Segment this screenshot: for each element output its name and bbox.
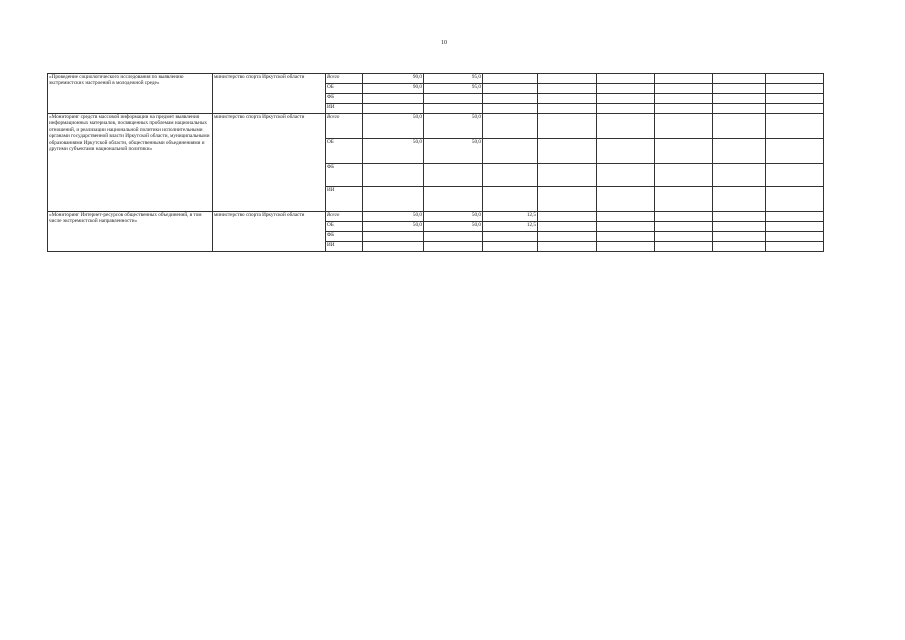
empty-cell [538, 84, 597, 94]
empty-cell [538, 139, 597, 164]
empty-cell [655, 139, 713, 164]
measure-name-cell: «Мониторинг средств массовой информации на предмет выявления информационных материалов, посвященных проблемам национальных отношений, и реализации национальной политики исполнительными органами государственной власти Иркутской области, муниципальными образованиями Иркутской области, общественными объединениями и другими субъектами национальной политики» [48, 114, 213, 212]
value-cell: 50,0 [424, 222, 483, 232]
empty-cell [655, 104, 713, 114]
empty-cell [713, 74, 766, 84]
empty-cell [597, 139, 655, 164]
empty-cell [597, 94, 655, 104]
empty-cell [713, 242, 766, 252]
value-cell [483, 74, 538, 84]
value-cell: 95,0 [424, 84, 483, 94]
empty-cell [538, 212, 597, 222]
value-cell: 50,0 [424, 114, 483, 139]
empty-cell [597, 164, 655, 187]
measure-name-cell: «Мониторинг Интернет-ресурсов общественных объединений, в том числе экстремистской направленности» [48, 212, 213, 252]
empty-cell [538, 74, 597, 84]
value-cell: 50,0 [424, 212, 483, 222]
budget-table [47, 73, 824, 252]
empty-cell [655, 212, 713, 222]
measure-name-cell: «Проведение социологического исследования по выявлению экстремистских настроений в молодежной среде» [48, 74, 213, 114]
source-label: ИИ [326, 187, 363, 212]
value-cell [363, 242, 424, 252]
empty-cell [655, 164, 713, 187]
empty-cell [713, 164, 766, 187]
empty-cell [655, 242, 713, 252]
executor-cell: министерство спорта Иркутской области [213, 114, 326, 212]
empty-cell [766, 187, 824, 212]
empty-cell [538, 242, 597, 252]
value-cell: 50,0 [363, 139, 424, 164]
source-label: ОБ [326, 222, 363, 232]
value-cell [424, 187, 483, 212]
empty-cell [597, 212, 655, 222]
source-label: ИИ [326, 104, 363, 114]
empty-cell [766, 114, 824, 139]
value-cell [483, 187, 538, 212]
value-cell: 50,0 [363, 114, 424, 139]
value-cell [424, 232, 483, 242]
empty-cell [713, 84, 766, 94]
value-cell: 50,0 [424, 139, 483, 164]
empty-cell [538, 104, 597, 114]
source-label: ФБ [326, 164, 363, 187]
value-cell: 90,0 [363, 84, 424, 94]
value-cell: 12,5 [483, 212, 538, 222]
empty-cell [713, 114, 766, 139]
value-cell [424, 94, 483, 104]
value-cell: 50,0 [363, 222, 424, 232]
empty-cell [538, 94, 597, 104]
value-cell [363, 104, 424, 114]
source-label: ОБ [326, 84, 363, 94]
empty-cell [766, 74, 824, 84]
executor-cell: министерство спорта Иркутской области [213, 212, 326, 252]
empty-cell [597, 222, 655, 232]
empty-cell [655, 84, 713, 94]
value-cell [483, 242, 538, 252]
value-cell [483, 94, 538, 104]
empty-cell [766, 222, 824, 232]
empty-cell [655, 74, 713, 84]
empty-cell [655, 232, 713, 242]
empty-cell [597, 84, 655, 94]
empty-cell [713, 139, 766, 164]
empty-cell [766, 164, 824, 187]
table-row [48, 74, 824, 84]
empty-cell [713, 104, 766, 114]
value-cell [363, 187, 424, 212]
empty-cell [538, 187, 597, 212]
table-row [48, 114, 824, 139]
source-label: ИИ [326, 242, 363, 252]
value-cell [424, 164, 483, 187]
executor-cell: министерство спорта Иркутской области [213, 74, 326, 114]
value-cell [483, 164, 538, 187]
empty-cell [597, 104, 655, 114]
source-label: Всего [326, 114, 363, 139]
empty-cell [597, 232, 655, 242]
empty-cell [538, 164, 597, 187]
empty-cell [655, 222, 713, 232]
empty-cell [655, 114, 713, 139]
empty-cell [766, 139, 824, 164]
value-cell [424, 104, 483, 114]
source-label: Всего [326, 74, 363, 84]
empty-cell [655, 94, 713, 104]
source-label: Всего [326, 212, 363, 222]
empty-cell [538, 222, 597, 232]
empty-cell [538, 114, 597, 139]
source-label: ФБ [326, 94, 363, 104]
empty-cell [538, 232, 597, 242]
empty-cell [655, 187, 713, 212]
empty-cell [597, 74, 655, 84]
empty-cell [766, 232, 824, 242]
page-number: 10 [441, 40, 447, 46]
empty-cell [597, 242, 655, 252]
value-cell: 95,0 [424, 74, 483, 84]
empty-cell [766, 242, 824, 252]
empty-cell [597, 187, 655, 212]
value-cell: 12,5 [483, 222, 538, 232]
empty-cell [713, 222, 766, 232]
value-cell [363, 232, 424, 242]
value-cell [424, 242, 483, 252]
source-label: ОБ [326, 139, 363, 164]
empty-cell [713, 232, 766, 242]
value-cell [363, 94, 424, 104]
value-cell [483, 104, 538, 114]
empty-cell [713, 187, 766, 212]
value-cell [483, 84, 538, 94]
value-cell [483, 232, 538, 242]
empty-cell [713, 94, 766, 104]
empty-cell [766, 94, 824, 104]
value-cell: 50,0 [363, 212, 424, 222]
empty-cell [766, 212, 824, 222]
empty-cell [597, 114, 655, 139]
value-cell [483, 139, 538, 164]
empty-cell [766, 84, 824, 94]
source-label: ФБ [326, 232, 363, 242]
empty-cell [766, 104, 824, 114]
table-row [48, 212, 824, 222]
empty-cell [713, 212, 766, 222]
value-cell [483, 114, 538, 139]
value-cell [363, 164, 424, 187]
value-cell: 90,0 [363, 74, 424, 84]
